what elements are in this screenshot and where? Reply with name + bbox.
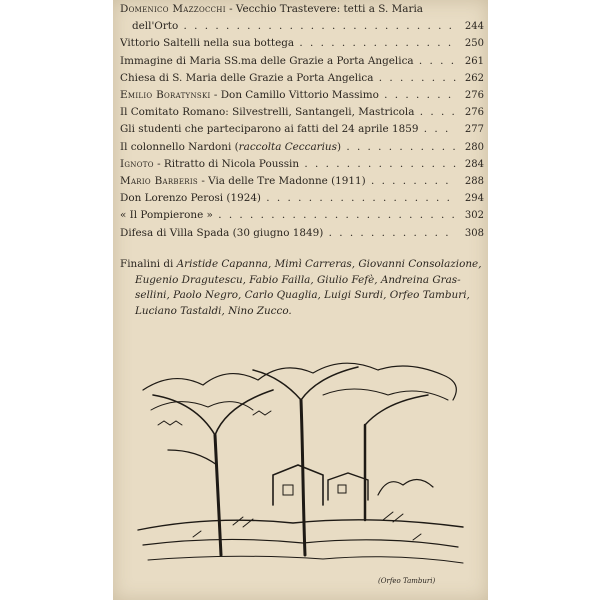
toc-title: Difesa di Villa Spada (30 giugno 1849) <box>120 226 324 239</box>
toc-page: 277 <box>464 124 484 136</box>
toc-entry <box>120 156 484 173</box>
toc-author: Mario Barberis <box>120 175 199 188</box>
toc-author: Emilio Boratynski <box>120 89 211 102</box>
finalini-label: Finalini di <box>120 258 177 270</box>
toc-page: 262 <box>464 72 484 84</box>
toc-author: Ignoto <box>120 157 154 170</box>
toc-entry <box>120 121 484 138</box>
toc-page: 276 <box>464 90 484 102</box>
toc-title: « Il Pompierone » <box>120 209 213 222</box>
toc-title: - Via delle Tre Madonne (1911) <box>198 175 366 188</box>
toc-title: Gli studenti che parteciparono ai fatti del 24 aprile 1859 <box>120 123 419 136</box>
toc-entry <box>120 87 484 104</box>
toc-entry <box>120 225 484 242</box>
toc-title: Don Lorenzo Perosi (1924) <box>120 192 261 205</box>
toc-entry <box>120 139 484 156</box>
landscape-drawing <box>133 355 471 570</box>
illustration-index <box>120 1 484 242</box>
toc-author: Domenico Mazzocchi <box>120 3 226 15</box>
toc-title: - Ritratto di Nicola Poussin <box>153 157 300 170</box>
toc-title: Vittorio Saltelli nella sua bottega <box>120 37 295 50</box>
finalini-names: sellini, Paolo Negro, Carlo Quaglia, Luigi Surdi, Orfeo Tamburi, <box>135 289 470 302</box>
toc-entry <box>120 190 484 207</box>
toc-title: Immagine di Maria SS.ma delle Grazie a Porta Angelica <box>120 54 414 67</box>
toc-title: Il Comitato Romano: Silvestrelli, Santangeli, Mastricola <box>120 106 415 119</box>
toc-page: 284 <box>464 158 484 170</box>
finalini-names: Eugenio Dragutescu, Fabio Failla, Giulio Fefè, Andreina Gras- <box>135 273 461 286</box>
toc-page: 244 <box>464 21 484 33</box>
toc-entry <box>120 173 484 190</box>
toc-title: Chiesa di S. Maria delle Grazie a Porta Angelica <box>120 71 374 84</box>
toc-page: 294 <box>464 193 484 205</box>
toc-title: - Vecchio Trastevere: tetti a S. Maria <box>225 3 423 15</box>
toc-entry <box>120 70 484 87</box>
toc-title-end: ) <box>336 140 342 153</box>
toc-entry <box>120 35 484 52</box>
toc-entry <box>120 207 484 224</box>
finalini-names: Aristide Capanna, Mimì Carreras, Giovanni Consolazione, <box>176 258 482 270</box>
book-page <box>113 0 488 600</box>
toc-entry <box>120 1 484 35</box>
toc-page: 250 <box>464 38 484 50</box>
illustration-caption: (Orfeo Tamburi) <box>378 577 436 585</box>
toc-title-italic: raccolta Ceccarius <box>238 140 337 153</box>
toc-page: 302 <box>464 210 484 222</box>
toc-title: - Don Camillo Vittorio Massimo <box>210 89 379 102</box>
toc-title-cont: dell'Orto <box>132 20 179 33</box>
toc-page: 288 <box>464 176 484 188</box>
finalini-names: Luciano Tastaldi, Nino Zucco. <box>135 304 292 317</box>
toc-page: 276 <box>464 107 484 119</box>
toc-entry <box>120 53 484 70</box>
finalini-credits <box>120 257 482 319</box>
toc-page: 261 <box>464 55 484 67</box>
toc-page: 280 <box>464 141 484 153</box>
toc-title: Il colonnello Nardoni ( <box>120 140 239 153</box>
toc-page: 308 <box>464 227 484 239</box>
toc-entry <box>120 104 484 121</box>
